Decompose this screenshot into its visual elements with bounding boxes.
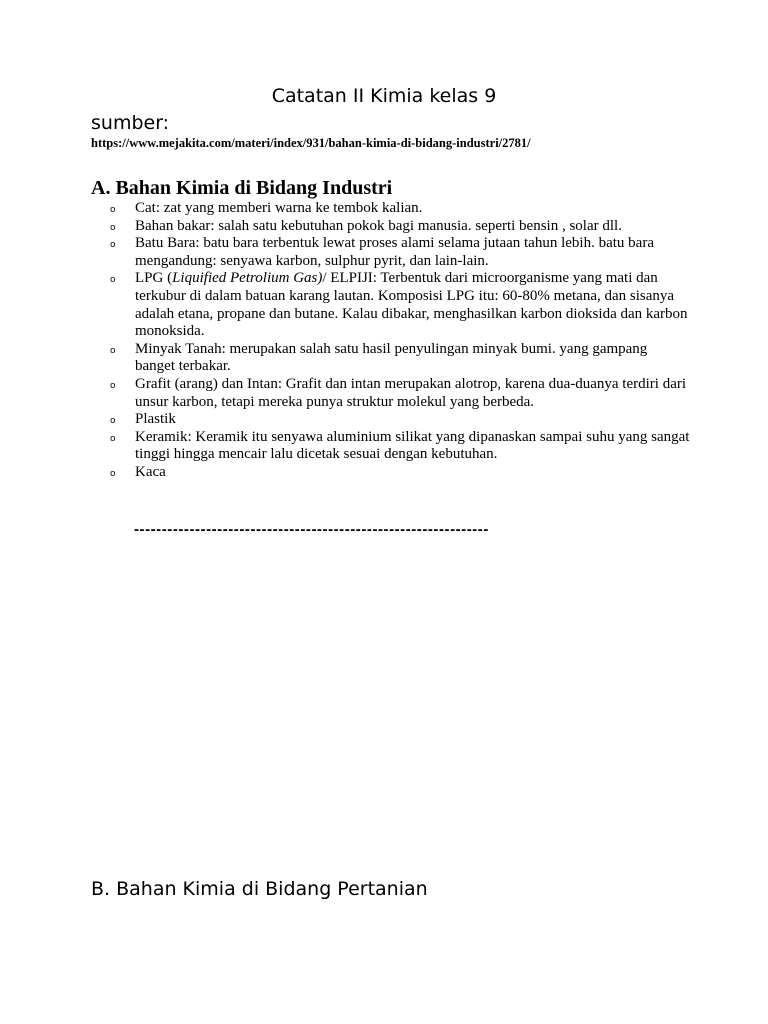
industry-items-list bbox=[110, 200, 690, 482]
list-item-text: Minyak Tanah: merupakan salah satu hasil penyulingan minyak bumi. yang gampang banget terbakar. bbox=[135, 340, 648, 375]
list-item-cat bbox=[110, 200, 690, 218]
bullet-icon: o bbox=[110, 380, 116, 391]
source-url: https://www.mejakita.com/materi/index/931/bahan-kimia-di-bidang-industri/2781/ bbox=[91, 136, 531, 150]
bullet-icon: o bbox=[110, 468, 116, 479]
list-item-grafit-intan bbox=[110, 376, 690, 411]
section-a-heading: A. Bahan Kimia di Bidang Industri bbox=[91, 177, 393, 199]
list-item-text bbox=[135, 270, 690, 340]
list-item-text: Bahan bakar: salah satu kebutuhan pokok bagi manusia. seperti bensin , solar dll. bbox=[135, 217, 622, 234]
document-title: Catatan II Kimia kelas 9 bbox=[271, 85, 497, 107]
list-item-text: Batu Bara: batu bara terbentuk lewat proses alami selama jutaan tahun lebih. batu bara mengandung: senyawa karbon, sulphur pyrit, dan lain-lain. bbox=[135, 235, 654, 269]
lpg-italic-term: Liquified Petrolium Gas) bbox=[172, 270, 323, 287]
bullet-icon: o bbox=[110, 240, 116, 251]
list-item-batu-bara bbox=[110, 235, 690, 270]
list-item-text: Cat: zat yang memberi warna ke tembok kalian. bbox=[135, 200, 423, 216]
list-item-minyak-tanah bbox=[110, 341, 690, 376]
bullet-icon: o bbox=[110, 205, 116, 215]
bullet-icon: o bbox=[110, 222, 116, 233]
bullet-icon: o bbox=[110, 345, 116, 356]
list-item-text: Kaca bbox=[135, 463, 166, 480]
list-item-plastik bbox=[110, 411, 690, 429]
list-item-text: Plastik bbox=[135, 411, 176, 428]
list-item-lpg bbox=[110, 270, 690, 340]
section-separator: ---------------------------------------------------------------- bbox=[134, 521, 489, 538]
bullet-icon: o bbox=[110, 416, 116, 427]
list-item-keramik bbox=[110, 429, 690, 464]
section-b-heading: B. Bahan Kimia di Bidang Pertanian bbox=[91, 878, 428, 900]
lpg-prefix: LPG ( bbox=[135, 270, 173, 287]
bullet-icon: o bbox=[110, 275, 116, 286]
list-item-kaca bbox=[110, 464, 690, 482]
list-item-text: Grafit (arang) dan Intan: Grafit dan intan merupakan alotrop, karena dua-duanya terdiri dari unsur karbon, tetapi mereka punya struktur molekul yang berbeda. bbox=[135, 375, 687, 410]
list-item-text: Keramik: Keramik itu senyawa aluminium silikat yang dipanaskan sampai suhu yang sangat tinggi hingga mencair lalu dicetak sesuai dengan kebutuhan. bbox=[135, 428, 690, 463]
source-label: sumber: bbox=[91, 112, 170, 134]
list-item-bahan-bakar bbox=[110, 218, 690, 236]
bullet-icon: o bbox=[110, 433, 116, 444]
lpg-description: / ELPIJI: Terbentuk dari microorganisme yang mati dan terkubur di dalam batuan karang lautan. Komposisi LPG itu: 60-80% metana, dan sisanya adalah etana, propane dan butane. Kalau dibakar, menghasilkan karbon dioksida dan karbon monoksida. bbox=[135, 270, 688, 340]
